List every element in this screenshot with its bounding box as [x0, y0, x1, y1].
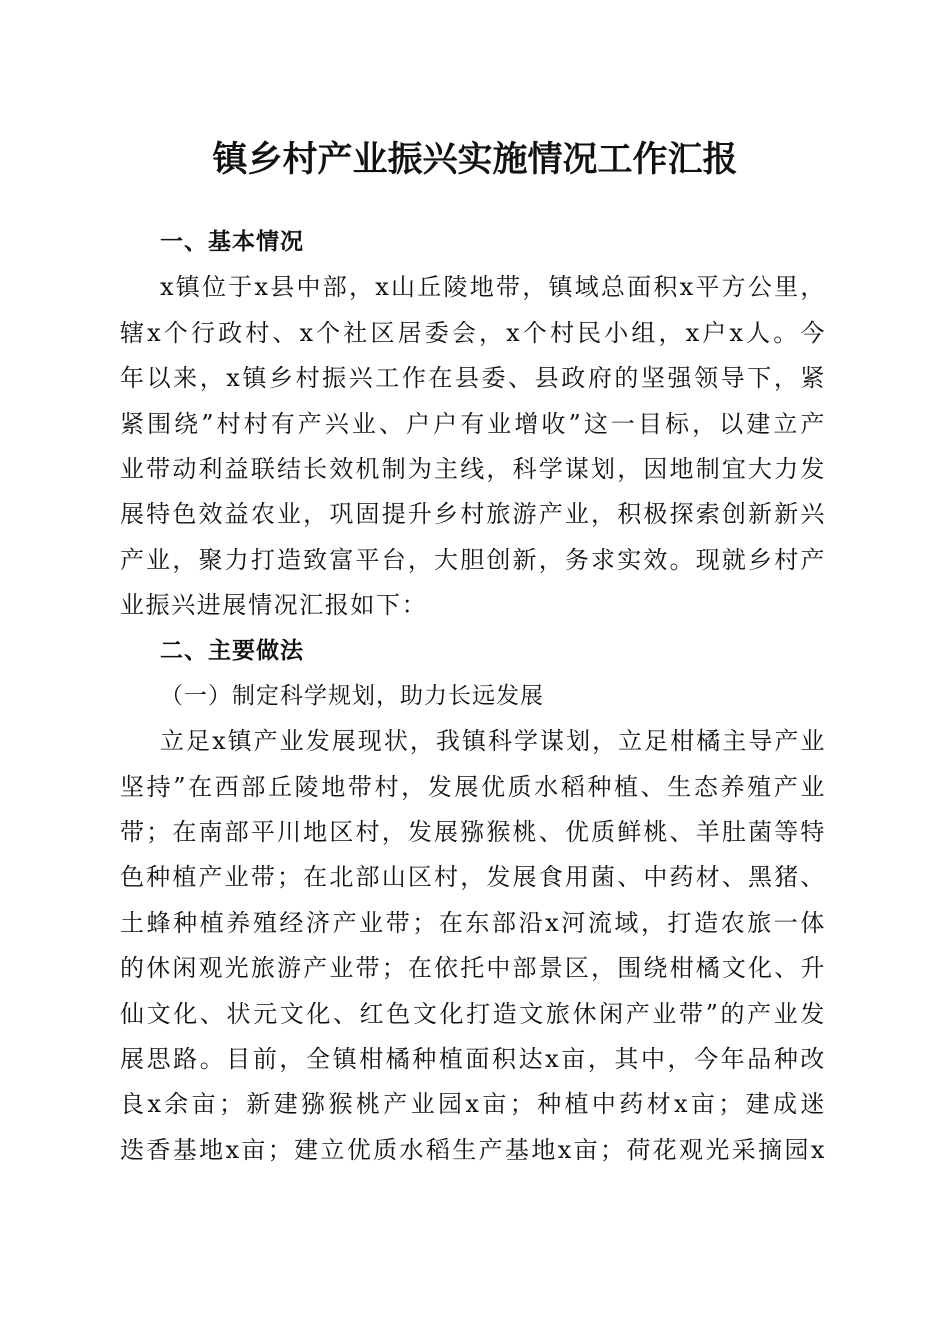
- paragraph-line: 坚持”在西部丘陵地带村，发展优质水稻种植、生态养殖产业: [120, 772, 826, 801]
- paragraph-line: 良x余亩；新建猕猴桃产业园x亩；种植中药材x亩；建成迷: [120, 1090, 826, 1119]
- document-title: 镇乡村产业振兴实施情况工作汇报: [212, 139, 738, 180]
- paragraph-line: 产业，聚力打造致富平台，大胆创新，务求实效。现就乡村产: [120, 545, 826, 574]
- section-heading-main-practices: 二、主要做法: [160, 637, 304, 664]
- paragraph-line: 带；在南部平川地区村，发展猕猴桃、优质鲜桃、羊肚菌等特: [120, 818, 826, 847]
- document-body: [120, 220, 826, 1173]
- paragraph-line: 年以来，x镇乡村振兴工作在县委、县政府的坚强领导下，紧: [120, 364, 826, 393]
- section-heading-basic-situation: 一、基本情况: [160, 229, 304, 255]
- paragraph-line: 展思路。目前，全镇柑橘种植面积达x亩，其中，今年品种改: [120, 1045, 826, 1074]
- paragraph-line: 业振兴进展情况汇报如下：: [120, 591, 428, 620]
- paragraph-line: 紧围绕”村村有产兴业、户户有业增收”这一目标，以建立产: [120, 409, 826, 438]
- paragraph-line: x镇位于x县中部，x山丘陵地带，镇域总面积x平方公里，: [160, 273, 826, 302]
- paragraph-line: 业带动利益联结长效机制为主线，科学谋划，因地制宜大力发: [120, 454, 826, 483]
- subsection-heading-scientific-planning: （一）制定科学规划，助力长远发展: [160, 682, 544, 709]
- paragraph-line: 立足x镇产业发展现状，我镇科学谋划，立足柑橘主导产业: [160, 727, 826, 756]
- paragraph-line: 色种植产业带；在北部山区村，发展食用菌、中药材、黑猪、: [120, 863, 826, 892]
- paragraph-line: 迭香基地x亩；建立优质水稻生产基地x亩；荷花观光采摘园x: [120, 1135, 826, 1164]
- paragraph-line: 土蜂种植养殖经济产业带；在东部沿x河流域，打造农旅一体: [120, 908, 826, 937]
- paragraph-line: 仙文化、状元文化、红色文化打造文旅休闲产业带”的产业发: [120, 999, 826, 1028]
- paragraph-line: 展特色效益农业，巩固提升乡村旅游产业，积极探索创新新兴: [120, 500, 826, 529]
- paragraph-line: 辖x个行政村、x个社区居委会，x个村民小组，x户x人。今: [120, 318, 826, 347]
- paragraph-line: 的休闲观光旅游产业带；在依托中部景区，围绕柑橘文化、升: [120, 954, 826, 983]
